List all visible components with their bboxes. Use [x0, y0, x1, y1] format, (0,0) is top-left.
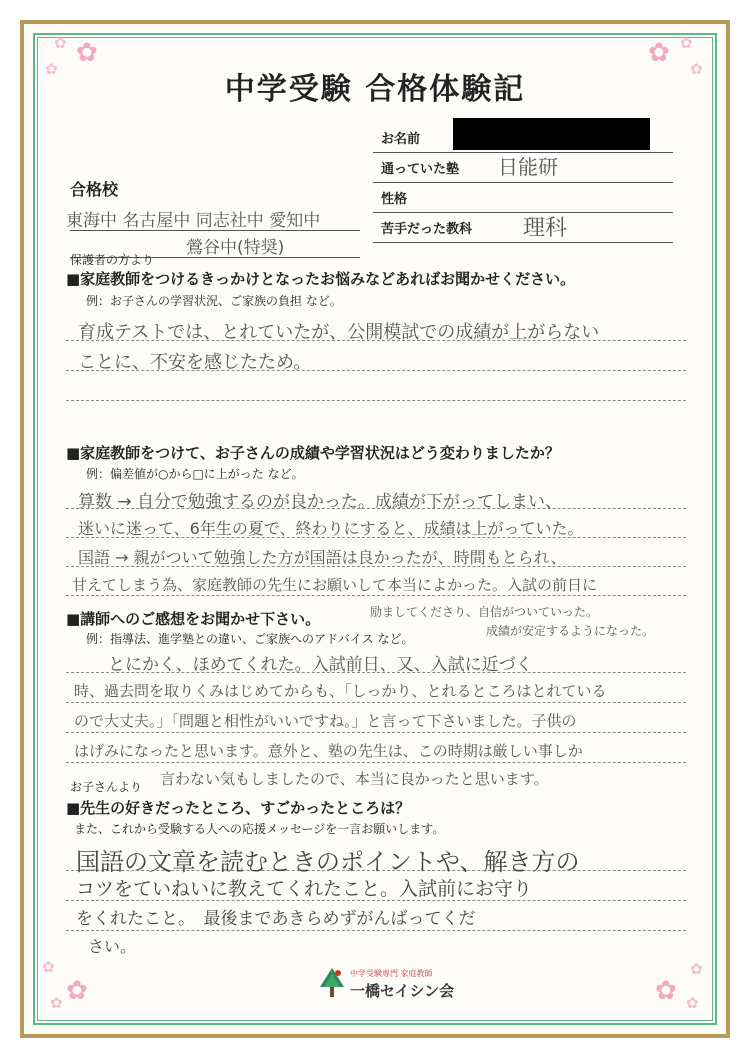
info-row-weak-subject — [373, 212, 673, 243]
q3-heading: ■講師へのご感想をお聞かせ下さい。 — [66, 610, 321, 628]
weak-subject-value: 理科 — [523, 216, 568, 241]
q3-answer-line: 時、過去問を取りくみはじめてからも、「しっかり、とれるところはとれている — [74, 682, 607, 700]
q2-answer-line: 国語 → 親がついて勉強した方が国語は良かったが、時間もとられ、 — [78, 548, 567, 567]
q4-answer-line: コツをていねいに教えてくれたこと。入試前にお守り — [76, 878, 533, 900]
flower-icon: ✿ — [66, 976, 88, 1006]
q2-answer-line: 励ましてくださり、自信がついていった。 — [370, 605, 599, 619]
flower-icon: ✿ — [690, 60, 703, 78]
q4-example: また、これから受験する人への応援メッセージを一言お願いします。 — [74, 822, 445, 836]
page-title: 中学受験 合格体験記 — [224, 72, 526, 107]
q2-answer-line: 迷いに迷って、6年生の夏で、終わりにすると、成績は上がっていた。 — [78, 519, 584, 538]
juku-label: 通っていた塾 — [381, 162, 460, 177]
schools-label: 合格校 — [70, 180, 119, 199]
q2-example: 例：偏差値が○から□に上がった など。 — [86, 467, 304, 481]
flower-icon: ✿ — [690, 960, 703, 978]
q3-answer-line: 言わない気もしましたので、本当に良かったと思います。 — [160, 770, 549, 788]
flower-icon: ✿ — [54, 34, 67, 52]
flower-icon: ✿ — [50, 994, 63, 1012]
q4-answer-line: をくれたこと。 最後まであきらめずがんばってくだ — [76, 909, 476, 929]
schools-line-1: 東海中 名古屋中 同志社中 愛知中 — [66, 211, 321, 231]
q1-answer-line: ことに、不安を感じたため。 — [78, 352, 312, 373]
flower-icon: ✿ — [45, 60, 58, 78]
child-label: お子さんより — [70, 780, 143, 794]
answer-line — [66, 732, 686, 733]
company-logo — [318, 965, 478, 1005]
q2-answer-line: 成績が安定するようになった。 — [486, 624, 655, 638]
weak-subject-label: 苦手だった教科 — [381, 222, 473, 237]
q1-example: 例：お子さんの学習状況、ご家族の負担 など。 — [86, 294, 342, 308]
q4-answer-line: 国語の文章を読むときのポイントや、解き方の — [76, 848, 580, 876]
flower-icon: ✿ — [680, 34, 693, 52]
schools-line-2: 鶯谷中(特奨) — [186, 238, 285, 258]
q4-heading: ■先生の好きだったところ、すごかったところは？ — [66, 799, 411, 817]
answer-line — [66, 762, 686, 763]
name-label: お名前 — [381, 132, 421, 147]
schools-underline-1 — [70, 230, 360, 231]
q2-heading: ■家庭教師をつけて、お子さんの成績や学習状況はどう変わりましたか？ — [66, 444, 560, 462]
answer-line — [66, 930, 686, 931]
q2-answer-line: 甘えてしまう為、家庭教師の先生にお願いして本当によかった。入試の前日に — [72, 576, 598, 594]
q1-heading: ■家庭教師をつけるきっかけとなったお悩みなどあればお聞かせください。 — [66, 270, 576, 288]
q3-answer-line: はげみになったと思います。意外と、塾の先生は、この時期は厳しい事しか — [74, 742, 583, 760]
personality-label: 性格 — [381, 192, 408, 207]
q3-example: 例：指導法、進学塾との違い、ご家族へのアドバイス など。 — [86, 632, 414, 646]
flower-icon: ✿ — [686, 994, 699, 1012]
flower-icon: ✿ — [42, 958, 55, 976]
q4-answer-line: さい。 — [88, 937, 137, 956]
q3-answer-line: とにかく、ほめてくれた。入試前日、又、入試に近づく — [108, 655, 533, 675]
q3-answer-line: ので大丈夫。」「問題と相性がいいですね。」と言って下さいました。子供の — [74, 712, 577, 730]
juku-value: 日能研 — [498, 155, 558, 179]
answer-line — [66, 400, 686, 401]
flower-icon: ✿ — [655, 976, 677, 1006]
info-row-personality — [373, 182, 673, 213]
answer-line — [66, 702, 686, 703]
guardian-label: 保護者の方より — [70, 253, 155, 267]
logo-name: 一橋セイシン会 — [350, 982, 455, 1000]
redacted-name — [453, 118, 650, 150]
flower-icon: ✿ — [76, 38, 98, 68]
info-row-juku — [373, 152, 673, 183]
q1-answer-line: 育成テストでは、とれていたが、公開模試での成績が上がらない — [78, 322, 600, 343]
flower-icon: ✿ — [648, 38, 670, 68]
logo-tagline: 中学受験専門 家庭教師 — [350, 969, 433, 978]
answer-line — [66, 595, 686, 596]
q2-answer-line: 算数 → 自分で勉強するのが良かった。成績が下がってしまい、 — [78, 492, 563, 512]
tree-logo-icon — [318, 967, 346, 999]
